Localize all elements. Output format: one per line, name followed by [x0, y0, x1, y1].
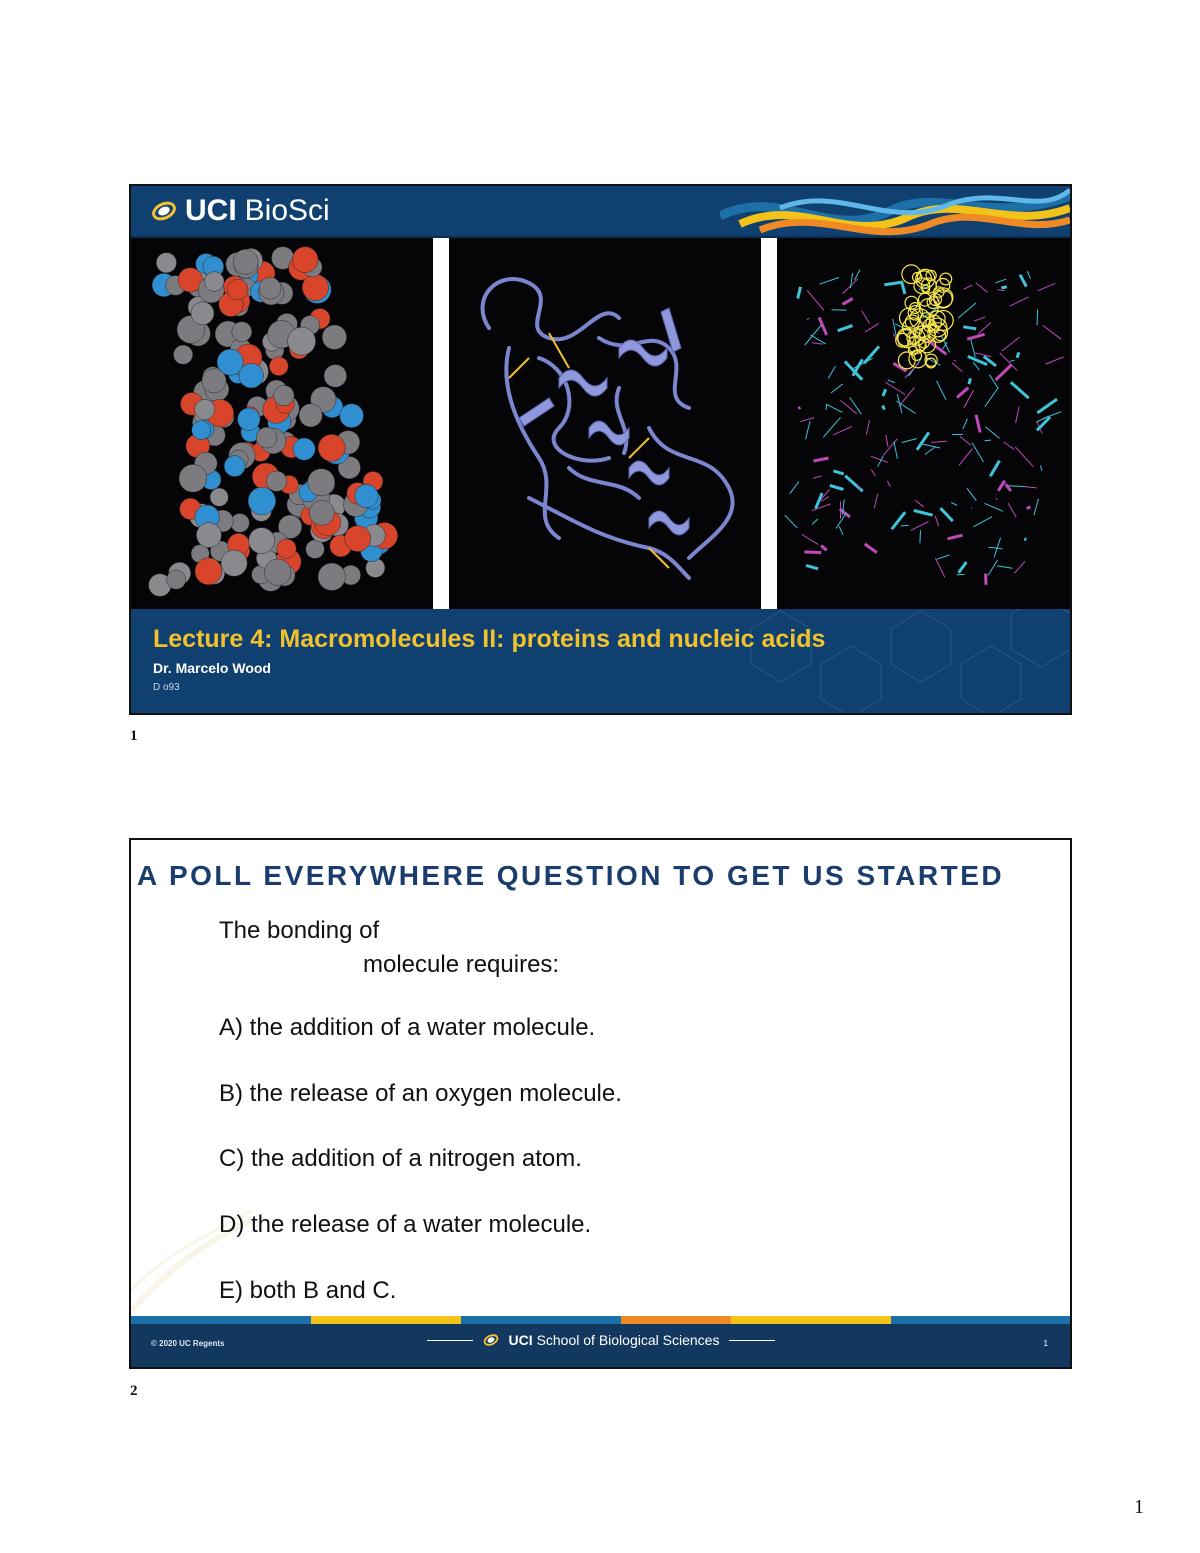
copyright-text: © 2020 UC Regents — [151, 1339, 225, 1348]
slide-header — [131, 186, 1070, 238]
ribbon-protein-image — [449, 238, 761, 609]
footer-color-bar — [131, 1316, 1070, 1324]
lecturer-name: Dr. Marcelo Wood — [153, 660, 271, 676]
answer-option-e: E) both B and C. — [219, 1277, 397, 1304]
course-code: D o93 — [153, 682, 180, 693]
footer-rule — [427, 1340, 473, 1341]
lecture-title: Lecture 4: Macromolecules II: proteins and nucleic acids — [153, 625, 826, 653]
uci-biosci-logo — [151, 194, 330, 228]
uci-anteater-icon — [483, 1332, 499, 1348]
header-ribbon-graphic — [720, 186, 1070, 236]
poll-title: A POLL EVERYWHERE QUESTION TO GET US STARTED — [137, 860, 1005, 891]
answer-option-c: C) the addition of a nitrogen atom. — [219, 1145, 582, 1172]
answer-option-b: B) the release of an oxygen molecule. — [219, 1080, 622, 1107]
wireframe-protein-image — [777, 238, 1070, 609]
uci-anteater-icon — [151, 198, 177, 224]
slide-2 — [129, 838, 1072, 1369]
question-line-1: The bonding of — [219, 917, 380, 944]
question-line-2: molecule requires: — [363, 951, 560, 978]
logo-uci-text: UCI — [185, 194, 237, 227]
answer-option-a: A) the addition of a water molecule. — [219, 1014, 596, 1041]
slide-page-label: 1 — [130, 728, 138, 744]
school-logo — [416, 1332, 786, 1348]
slide-title-bar — [131, 609, 1070, 713]
answer-option-d: D) the release of a water molecule. — [219, 1211, 592, 1238]
logo-biosci-text: BioSci — [244, 194, 330, 227]
document-page-number: 1 — [1134, 1496, 1144, 1518]
image-divider — [761, 238, 777, 609]
slide-footer — [131, 1324, 1070, 1367]
footer-slide-number: 1 — [1043, 1339, 1048, 1348]
footer-logo-school: School of Biological Sciences — [536, 1332, 720, 1348]
space-filling-protein-image — [131, 238, 433, 609]
footer-logo-uci: UCI — [508, 1332, 533, 1348]
slide-1 — [129, 184, 1072, 715]
slide-page-label: 2 — [130, 1383, 138, 1399]
footer-rule — [729, 1340, 775, 1341]
poll-question — [219, 914, 559, 982]
image-divider — [433, 238, 449, 609]
